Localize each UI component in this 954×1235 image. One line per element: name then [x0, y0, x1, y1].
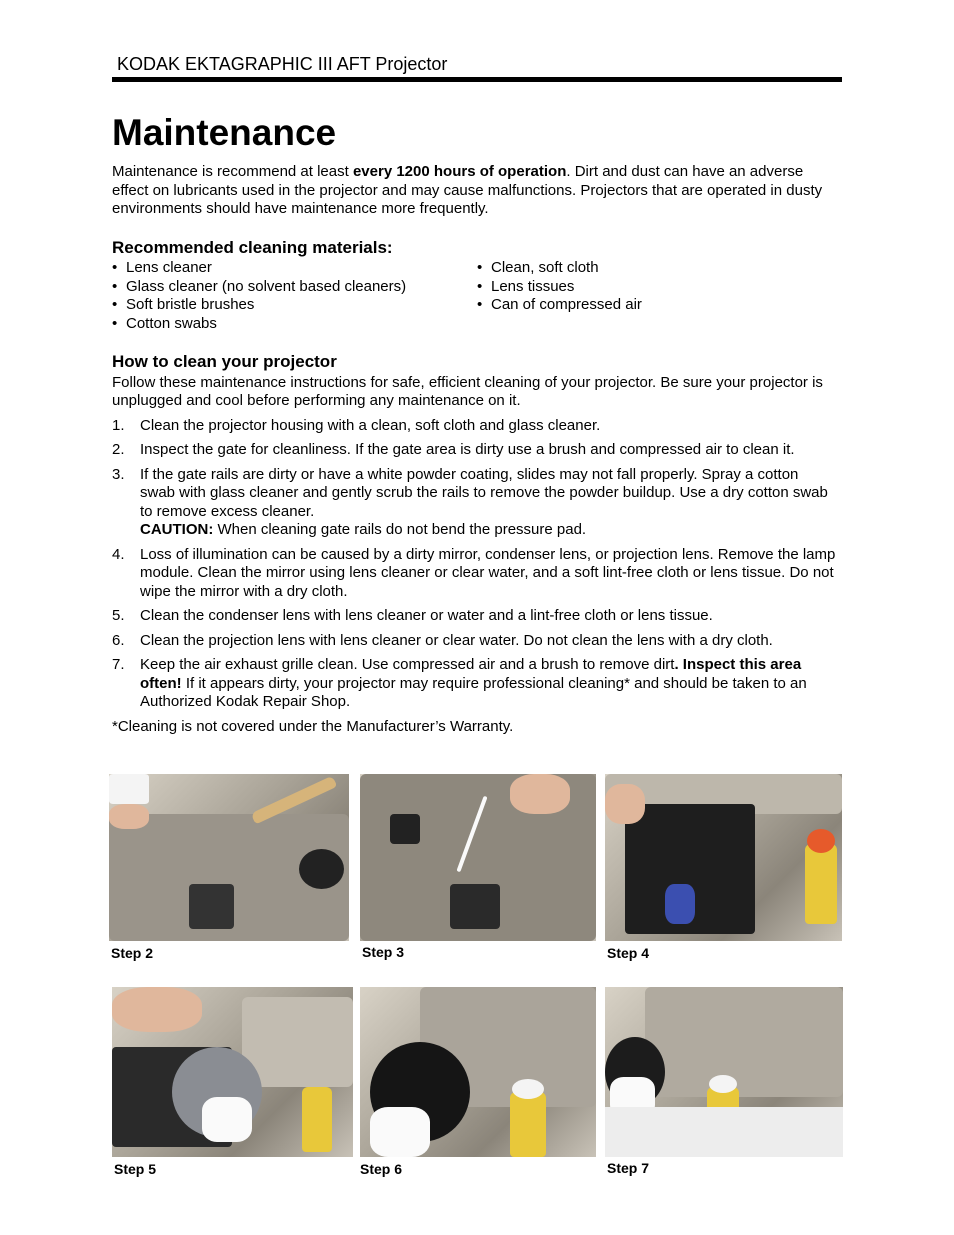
list-item [112, 607, 837, 626]
list-item: • Clean, soft cloth [477, 259, 642, 278]
step-7-photo [605, 987, 843, 1157]
step-text: Inspect the gate for cleanliness. If the gate area is dirty use a brush and compressed air to clean it. [140, 441, 795, 458]
header-title: KODAK EKTAGRAPHIC III AFT Projector [117, 54, 448, 74]
list-item [112, 546, 837, 602]
step-7-caption: Step 7 [607, 1160, 650, 1176]
list-item: • Can of compressed air [477, 296, 642, 315]
caution-text: When cleaning gate rails do not bend the pressure pad. [213, 521, 587, 538]
intro-text: Maintenance is recommend at least [112, 163, 353, 180]
step-text: If the gate rails are dirty or have a white powder coating, slides may not fall properly. Spray a cotton swab with glass cleaner and gently scrub the rails to remove the powder buildup. Use a dry cotton swab to remove excess cleaner. [140, 465, 828, 520]
warranty-footnote: *Cleaning is not covered under the Manufacturer’s Warranty. [112, 717, 514, 735]
list-item [112, 441, 837, 460]
step-2-caption: Step 2 [111, 945, 154, 961]
step-6-caption: Step 6 [360, 1161, 403, 1177]
intro-text-after: . Dirt and dust can have an adverse effect on lubricants used in the projector and may cause malfunctions. Projectors that are operated in dusty environments should have maintenance more frequently. [112, 163, 823, 217]
intro-paragraph [112, 163, 837, 219]
header-rule [112, 77, 842, 82]
step-text: Clean the projection lens with lens cleaner or clear water. Do not clean the lens with a dry cloth. [140, 631, 773, 649]
list-item [112, 466, 837, 540]
step-text: Keep the air exhaust grille clean. Use compressed air and a brush to remove dirt [140, 656, 675, 673]
intro-bold: every 1200 hours of operation [352, 163, 567, 180]
step-text: Clean the condenser lens with lens cleaner or water and a lint-free cloth or lens tissue. [140, 607, 713, 624]
caution-note [140, 521, 837, 540]
caution-label: CAUTION: [140, 521, 214, 538]
list-item: • Cotton swabs [112, 315, 477, 334]
list-item [112, 656, 837, 712]
step-number: 4. [112, 545, 125, 563]
step-number: 7. [112, 656, 125, 673]
materials-column-2 [477, 259, 642, 333]
step-number: 1. [112, 416, 125, 434]
howto-heading: How to clean your projector [112, 352, 337, 371]
step-number: 5. [112, 607, 125, 624]
step-number: 3. [112, 465, 125, 483]
step-number: 6. [112, 631, 125, 649]
step-2-photo [109, 774, 349, 941]
step-5-caption: Step 5 [114, 1161, 157, 1177]
steps-list [112, 417, 837, 712]
step-5-photo [112, 987, 353, 1157]
howto-intro: Follow these maintenance instructions for safe, efficient cleaning of your projector. Be sure your projector is unplugged and cool before performing any maintenance on it. [112, 373, 823, 409]
materials-column-1 [112, 259, 477, 333]
materials-heading: Recommended cleaning materials: [112, 237, 393, 257]
page-title: Maintenance [112, 112, 337, 153]
step-4-photo [605, 774, 842, 941]
step-6-photo [360, 987, 596, 1157]
list-item: • Soft bristle brushes [112, 296, 477, 315]
step-text-after: If it appears dirty, your projector may require professional cleaning* and should be taken to an Authorized Kodak Repair Shop. [140, 674, 807, 710]
list-item [112, 417, 837, 436]
list-item: • Lens cleaner [112, 259, 477, 278]
step-text: Loss of illumination can be caused by a dirty mirror, condenser lens, or projection lens. Remove the lamp module. Clean the mirror using lens cleaner or clear water, and a soft lint-free cloth or lens tissue. Do not wipe the mirror with a dry cloth. [140, 545, 836, 600]
list-item: • Lens tissues [477, 278, 642, 297]
content [112, 163, 837, 736]
step-4-caption: Step 4 [607, 945, 650, 961]
step-text: Clean the projector housing with a clean, soft cloth and glass cleaner. [140, 416, 601, 434]
list-item [112, 632, 837, 651]
materials-list [112, 259, 837, 333]
step-number: 2. [112, 441, 125, 458]
step-3-caption: Step 3 [362, 944, 405, 960]
step-bold-text: . Inspect this area often! [140, 656, 802, 692]
step-3-photo [360, 774, 596, 941]
list-item: • Glass cleaner (no solvent based cleaners) [112, 278, 477, 297]
